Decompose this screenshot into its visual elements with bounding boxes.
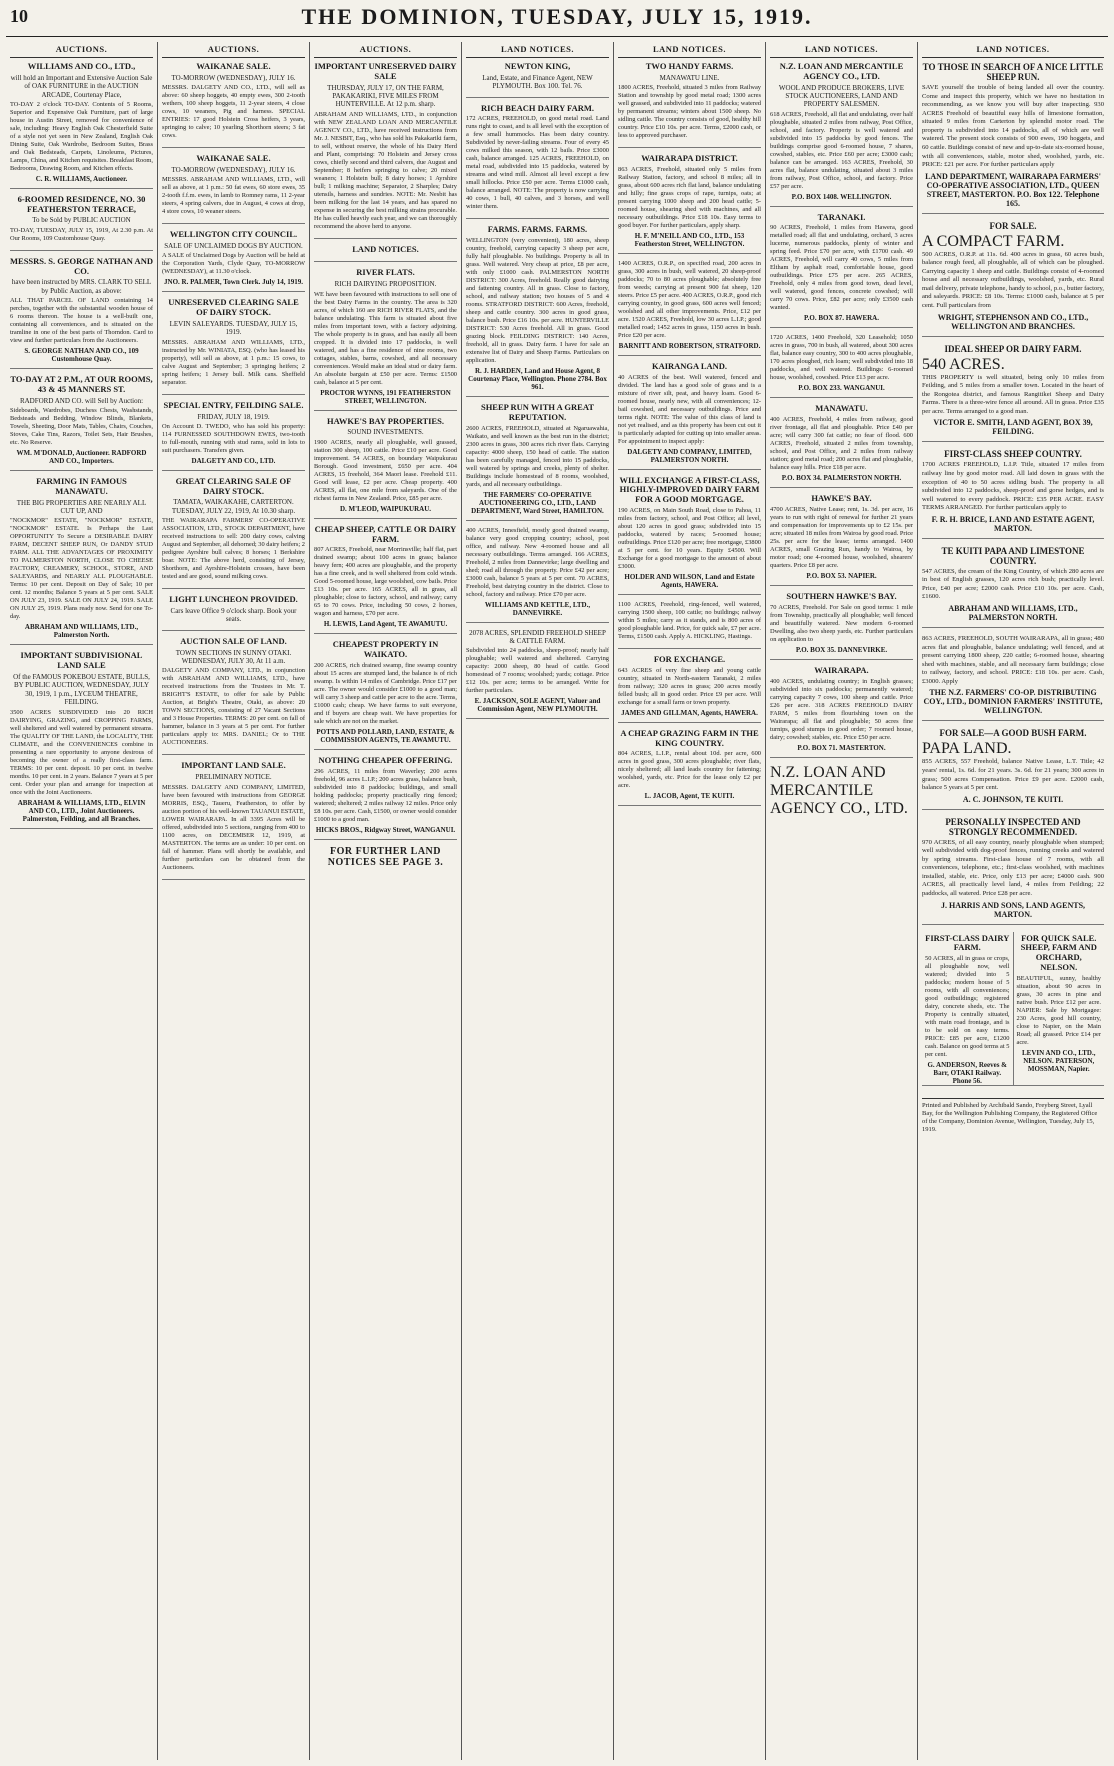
ad-body: ALL THAT PARCEL OF LAND containing 14 perches, together with the substantial wooden house of 6 rooms thereon. The house is a well-built one, containing all conveniences, and is situated on the tramline in one of the best parts of Thorndon. Card to view and further particulars from the Auctioneers. — [10, 297, 153, 345]
ad-heading: RICH BEACH DAIRY FARM. — [480, 102, 595, 113]
ad-heading: FIRST-CLASS DAIRY FARM. — [925, 932, 1010, 953]
ad-subheading: WOOL AND PRODUCE BROKERS, LIVE STOCK AUCTIONEERS, LAND AND PROPERTY SALESMEN. — [778, 83, 905, 109]
ad-signature: E. JACKSON, SOLE AGENT, Valuer and Commission Agent, NEW PLYMOUTH. — [474, 697, 601, 714]
split-ad-left — [922, 932, 1014, 1087]
advertisement — [314, 245, 457, 263]
advertisement — [314, 417, 457, 519]
ad-body: 2600 ACRES, FREEHOLD, situated at Ngaruawahia, Waikato, and well known as the best run in the district; 2300 acres in grass, 300 acres rich river flats. Carrying capacity: 4000 sheep, 150 head of cattle. The station has been carefully managed, fenced into 15 paddocks, well watered by springs and creeks, plenty of shelter. Buildings include homestead of 8 rooms, woolshed, yards, and all necessary outbuildings. — [466, 424, 609, 488]
advertisement — [10, 62, 153, 189]
ad-heading: NEWTON KING, — [504, 61, 571, 71]
ad-heading: NOTHING CHEAPER OFFERING. — [318, 754, 453, 765]
ad-body: THE WAIRARAPA FARMERS' CO-OPERATIVE ASSOCIATION, LTD., STOCK DEPARTMENT, have received instructions to sell: 200 dairy cows, calving August and September, all dehorned; 30 dairy heifers; 2 pedigree Ayrshire bull calves; 8 horses; 1 Berkshire boar. NOTE: The above herd, consisting of Jersey, Shorthorn, and Ayrshire-Holstein crosses, have been tested and are good, sound milking cows. — [162, 517, 305, 581]
advertisement — [466, 527, 609, 623]
ad-signature: F. R. H. BRICE, LAND AND ESTATE AGENT, MARTON. — [931, 514, 1095, 533]
advertisement — [162, 761, 305, 879]
ad-signature: R. J. HARDEN, Land and House Agent, 8 Courtenay Place, Wellington. Phone 2784. Box 961. — [468, 367, 607, 392]
ad-heading: HAWKE'S BAY. — [811, 493, 872, 504]
ad-subheading: A COMPACT FARM. — [922, 232, 1065, 250]
ad-signature: C. R. WILLIAMS, Auctioneer. — [35, 174, 128, 183]
advertisement — [162, 230, 305, 292]
advertisement — [162, 401, 305, 471]
advertisement — [770, 334, 913, 398]
ad-heading: IDEAL SHEEP OR DAIRY FARM. — [944, 343, 1082, 354]
ad-body: 863 ACRES, Freehold, situated only 5 miles from Railway Station, factory, and school 8 miles; all in grass, about 600 acres rich flat land, balance undulating and hilly; fine grass crops of rape, turnips, oats; at present carrying 1000 sheep and 200 head cattle; 5-roomed house, shearing shed with machines, and all necessary outbuildings. Price £18 10s. Easy terms to good buyer. For further particulars, apply sharp. — [618, 165, 761, 229]
ad-signature: D. M'LEOD, WAIPUKURAU. — [339, 504, 432, 513]
ad-subheading: RICH DAIRYING PROPOSITION. — [334, 280, 437, 289]
ad-signature: THE N.Z. FARMERS' CO-OP. DISTRIBUTING COY., LTD., DOMINION FARMERS' INSTITUTE, WELLINGTON. — [923, 688, 1103, 716]
column-header: AUCTIONS. — [10, 42, 153, 58]
advertisement — [922, 449, 1104, 538]
ad-subheading: Land, Estate, and Finance Agent, NEW PLYMOUTH. Box 100. Tel. 76. — [482, 73, 593, 91]
ad-subheading: PAPA LAND. — [922, 740, 1012, 758]
ad-body: 970 ACRES, of all easy country, nearly ploughable when stumped; well subdivided with dog-proof fences, running creeks and watered by spring streams. First-class house of 7 rooms, with all conveniences, telephone, etc.; first-class woolshed, with machines installed, stable, etc. Price, only £13 per acre; £4000 cash. 900 ACRES, all practically level land, 4 miles from Feilding; 22 paddocks, all watered. Price £28 per acre. — [922, 838, 1104, 897]
split-ad-right — [1014, 932, 1105, 1087]
ad-heading: WAIRARAPA. — [814, 664, 869, 675]
ad-heading: WAIRARAPA DISTRICT. — [641, 153, 738, 164]
ad-signature: DALGETY AND CO., LTD. — [191, 456, 276, 465]
column-header: LAND NOTICES. — [618, 42, 761, 58]
ad-body: 296 ACRES, 11 miles from Waverley; 200 acres freehold, 96 acres L.I.P.; 200 acres grass, balance bush, subdivided into 8 paddocks; buildings, and small holding paddocks; property practically ring fenced; watered; sheltered; 2 miles railway 12 miles. Price only £8 10s. per acre. Cash, £1500, or owner would consider £1000 to a good man. — [314, 767, 457, 823]
ad-heading: GREAT CLEARING SALE OF DAIRY STOCK. — [175, 475, 292, 496]
ad-signature: BARNITT AND ROBERTSON, STRATFORD. — [618, 341, 761, 350]
ad-heading: LAND NOTICES. — [352, 243, 419, 254]
advertisement — [618, 601, 761, 649]
ad-heading: SPECIAL ENTRY, FEILDING SALE. — [163, 399, 304, 410]
ad-body: 400 ACRES, Innesfield, mostly good drained swamp, balance very good cropping country; school, post office, and railway. New 4-roomed house and all necessary outbuildings. Terms arranged. 166 ACRES, Freehold, 2 miles from Dannevirke; large dwelling and shed; road all through the property. Price £42 per acre; £3000 cash, balance 5 years at 5 per cent. 70 ACRES, Freehold, best dairying country in the district. Close to school, factory and railway. Price £70 per acre. — [466, 526, 609, 598]
ad-signature: P.O. BOX 34. PALMERSTON NORTH. — [781, 474, 902, 483]
advertisement — [162, 637, 305, 756]
ad-signature: WRIGHT, STEPHENSON AND CO., LTD., WELLINGTON AND BRANCHES. — [937, 312, 1089, 331]
ad-heading: AUCTION SALE OF LAND. — [180, 635, 287, 646]
ad-signature: THE FARMERS' CO-OPERATIVE AUCTIONEERING CO., LTD., LAND DEPARTMENT, Ward Street, HAMILTON. — [471, 490, 604, 515]
advertisement — [10, 651, 153, 828]
ad-signature: VICTOR E. SMITH, LAND AGENT, BOX 39, FEILDING. — [933, 418, 1093, 437]
ad-body: THIS PROPERTY is well situated, being only 10 miles from Feilding, and 5 miles from a smaller town. Located in the heart of the Rongotea district, and famous Rangitikei Sheep and Dairy Farms. There is a three-wire fence all around. All in grass. Price £35 per acre. Terms arranged to a good man. — [922, 373, 1104, 415]
ad-heading: CHEAP SHEEP, CATTLE OR DAIRY FARM. — [314, 523, 457, 544]
advertisement — [770, 62, 913, 207]
ad-body: 3500 ACRES SUBDIVIDED into 20 RICH DAIRYING, GRAZING, and CROPPING FARMS, well sheltered and well watered by permanent streams. The QUALITY OF THE LAND, the LOCALITY, THE CLIMATE, and the CONVENIENCES combine in presenting a rare opportunity to anyone desirous of becoming the owner of a really first-class farm. TERMS: 10 per cent. deposit. 10 per cent. in twelve months. 10 per cent. in 2 years. Balance 7 years at 5 per cent. Order your plan and arrange for inspection at once with the Joint Auctioneers. — [10, 708, 153, 796]
ad-heading: WAIKANAE SALE. — [196, 61, 271, 71]
advertisement — [770, 494, 913, 586]
ad-heading: TE KUITI PAPA AND LIMESTONE COUNTRY. — [941, 545, 1085, 566]
ad-body: 400 ACRES, undulating country; in English grasses; subdivided into six paddocks; permanently watered; carrying capacity 7 cows, 100 sheep and cattle. Price £26 per acre. 318 ACRES FREEHOLD DAIRY FARM, 5 miles from flourishing town on the Wairarapa; all flat and ploughable; 50 acres fine turnips, good stumps in good order; 7 roomed house, dairy; cowshed; stables, etc. Price £50 per acre. — [770, 677, 913, 741]
ad-body: MESSRS. DALGETY AND CO., LTD., will sell as above: 60 sheep hoggets, 40 empty ewes, 300 2-tooth wethers, 100 sheep hoggets, 11 2-year steers, 4 close cows, 10 weaners, Pig and harness. SPECIAL ENTRIES: 17 good Holstein Cross heifers, 3 years, springing to calve; 10 yearling Shorthorn steers; 3 fat cows. — [162, 84, 305, 140]
ad-signature: ABRAHAM AND WILLIAMS, LTD., Palmerston North. — [24, 623, 139, 640]
ad-body: 1700 ACRES FREEHOLD, L.I.P. Title, situated 17 miles from railway line by good motor road. All laid down in grass with the exception of 40 to 50 acres sidling bush. The property is all subdivided into 12 paddocks, sheep-proof and gorse hedges, and is well watered to every paddock. PRICE: £35 PER ACRE. EASY TERMS ARRANGED. For further particulars apply to — [922, 461, 1104, 512]
ad-signature: H. LEWIS, Land Agent, TE AWAMUTU. — [323, 620, 448, 629]
ad-body: Subdivided into 24 paddocks, sheep-proof; nearly half ploughable; well watered and sheltered. Carrying capacity: 2000 sheep, 80 head of cattle. Good homestead of 7 rooms; woolshed; yards; cottage. Price £12 10s. per acre; terms to be arranged. Write for further particulars. — [466, 647, 609, 695]
column-2 — [158, 42, 310, 1760]
ad-signature: P.O. BOX 35. DANNEVIRKE. — [795, 645, 888, 654]
advertisement — [10, 195, 153, 251]
ad-heading: MESSRS. S. GEORGE NATHAN AND CO. — [10, 255, 153, 276]
ad-heading: N.Z. LOAN AND MERCANTILE AGENCY CO., LTD. — [779, 61, 904, 81]
column-header: AUCTIONS. — [162, 42, 305, 58]
ad-signature: POTTS AND POLLARD, LAND, ESTATE, & COMMISSION AGENTS, TE AWAMUTU. — [316, 727, 455, 744]
ad-body: WELLINGTON (very convenient), 180 acres, sheep country, freehold, carrying capacity 3 sheep per acre, fully half ploughable. No buildings. Property is all in grass. Well watered. Very cheap at price, £8 per acre, with only £1000 cash. PALMERSTON NORTH DISTRICT: 300 Acres, freehold. Really good dairying and fattening country. All in grass. Close to factory, school, and railway station; two houses of 5 and 4 rooms. STRATFORD DISTRICT: 600 Acres, freehold, sheep and cattle country. 300 acres in good grass, balance bush. Price £16 10s. per acre. HUNTERVILLE DISTRICT: 530 Acres freehold. All in grass. Good grazing block. FEILDING DISTRICT: 140 Acres, freehold, all in grass. Dairy farm. I have for sale an extensive list of Dairy and Sheep Farms. Particulars on application. — [466, 237, 609, 365]
advertisement — [618, 476, 761, 595]
ad-body: 1800 ACRES, Freehold, situated 3 miles from Railway Station and township by good metal road; 1300 acres well grassed, and subdivided into 11 paddocks; watered by permanent streams; winters about 1500 sheep. No sidling cattle. The country consists of good, healthy hill country. Price £10 10s. per acre. Terms, £2000 cash, or less to approved purchaser. — [618, 84, 761, 140]
ad-body: 172 ACRES, FREEHOLD, on good metal road. Land runs right to coast, and is all level with the exception of a few small hummocks. Has been dairy country. Subdivided by never-failing streams. Four of every 45 cows milked this season, with 12 bails. Price £3000 cash, balance arranged. 125 ACRES, FREEHOLD, on metal road, subdivided into 15 paddocks, watered by streams and wind mill. Almost all level except a few small hillocks. Price £50 per acre. Terms £1000 cash, balance arranged. NOTE: The property is now carrying 40 cows, 1 bull, 40 calves, and 3 horses, and well winter them. — [466, 115, 609, 211]
advertisement — [922, 635, 1104, 721]
advertisement — [618, 260, 761, 356]
ad-body: 500 ACRES, O.R.P. at 11s. 6d. 400 acres in grass, 60 acres bush, balance rough feed, all ploughable, all of which can be ploughed. Carrying capacity 1 sheep and cattle. Buildings consist of 4-roomed house and all necessary outbuildings, woolshed, yards, etc. Rural mail delivery, private telephone, handy to school, p.o., butter factory, and saleyards. PRICE: £8 10s. Terms: £1000 cash, balance at 5 per cent. Full particulars from — [922, 250, 1104, 309]
ad-subheading: Cars leave Office 9 o'clock sharp. Book your seats. — [170, 607, 297, 624]
advertisement — [922, 344, 1104, 443]
advertisement — [922, 221, 1104, 337]
ad-subheading: TOWN SECTIONS IN SUNNY OTAKI. WEDNESDAY, JULY 30, At 11 a.m. — [175, 648, 292, 665]
ad-heading: MANAWATU. — [815, 403, 868, 414]
ad-signature: G. ANDERSON, Reeves & Barr, OTAKI Railway. Phone 56. — [927, 1061, 1008, 1086]
ad-heading: RIVER FLATS. — [356, 267, 415, 278]
advertisement — [10, 375, 153, 471]
columns — [6, 42, 1108, 1760]
ad-subheading: THE BIG PROPERTIES ARE NEARLY ALL CUT UP, AND — [16, 498, 147, 516]
ad-subheading: will hold an Important and Extensive Auction Sale of OAK FURNITURE in the AUCTION ARCADE, Courtenay Place, — [10, 73, 153, 99]
ad-signature: S. GEORGE NATHAN AND CO., 109 Customhouse Quay. — [24, 347, 139, 364]
ad-heading: FOR SALE. — [989, 220, 1037, 231]
ad-heading: WILLIAMS AND CO., LTD., — [27, 61, 136, 71]
ad-subheading: TO-MORROW (WEDNESDAY), JULY 16. — [171, 73, 296, 82]
ad-heading: KAIRANGA LAND. — [651, 360, 728, 371]
advertisement — [770, 592, 913, 660]
ad-heading: PERSONALLY INSPECTED AND STRONGLY RECOMMENDED. — [945, 816, 1081, 837]
ad-body: MESSRS. ABRAHAM AND WILLIAMS, LTD., instructed by Mr. WINIATA, ESQ. (who has leased his property), will sell as above, at 1 p.m.: 15 cows, to calve August and September; 3 springing heifers; 2 spring heifers; 1 Jersey bull. Milk cans. Sheffield separator. — [162, 338, 305, 386]
ad-subheading: RADFORD AND CO. will Sell by Auction: — [19, 396, 144, 405]
ad-body: TO-DAY 2 o'clock TO-DAY. Contents of 5 Rooms, Superior and Expensive Oak Furniture, part of large house in Austin Street, removed for convenience of sale, including: Heavy English Oak Chesterfield Suite of a style not yet seen in New Zealand, English Oak Dining Suite, Oak Wardrobe, Bedroom Suites, Brass and Oak Bedsteads, Carpets, Linoleums, Pictures, Lamps, China, and Kitchen requisites. Breakfast Room, Bedrooms, Drawing Room, and Kitchen effects. — [10, 100, 153, 172]
page-number: 10 — [10, 6, 28, 26]
advertisement — [618, 729, 761, 807]
advertisement — [466, 629, 609, 720]
ad-heading: FOR EXCHANGE. — [653, 653, 726, 664]
ad-heading: TWO HANDY FARMS. — [645, 61, 734, 71]
ad-body: 547 ACRES, the cream of the King Country, of which 280 acres are in best of English grasses, 120 acres rich bush; practically level. Price, £40 per acre; £2000 cash. Price £10 10s. per acre. Cash, £1600. — [922, 567, 1104, 601]
ad-signature: JNO. R. PALMER, Town Clerk. July 14, 1919. — [164, 278, 303, 287]
ad-body: ABRAHAM AND WILLIAMS, LTD., in conjunction with NEW ZEALAND LOAN AND MERCANTILE AGENCY CO., LTD., have received instructions from Mr. J. NESBIT, Esq., who has sold his Pakakariki farm, to sell, without reserve, the whole of his Dairy Herd and Plant, comprising: 70 Holstein and Jersey cross cows, chiefly second and third calvers, due August and September; 8 heifers springing to calve; 20 mixed weaners; 1 Holstein bull; 8 dairy horses; 1 Ayrshire bull; 1 milking machine; Separator, 2 Sharples; Dairy utensils, harness and sundries. NOTE: Mr. Nesbit has been milking for the last 14 years, and has spared no expense in securing the best milking strains procurable. He has culled heavily each year, and we can thoroughly recommend the above herd to anyone. — [314, 110, 457, 230]
advertisement — [922, 546, 1104, 628]
advertisement — [618, 362, 761, 470]
ad-signature: LEVIN AND CO., LTD., NELSON. PATERSON, MOSSMAN, Napier. — [1022, 1048, 1096, 1073]
ad-heading: IMPORTANT LAND SALE. — [181, 760, 286, 771]
ad-heading: FOR SALE—A GOOD BUSH FARM. — [939, 728, 1087, 739]
ad-body: A SALE of Unclaimed Dogs by Auction will be held at the Corporation Yards, Clyde Quay, TO-MORROW (WEDNESDAY), at 11.30 o'clock. — [162, 252, 305, 276]
ad-body: MESSRS. ABRAHAM AND WILLIAMS, LTD., will sell as above, at 1 p.m.: 50 fat ewes, 60 store ewes, 35 2-tooth f.f.m. ewes, in lamb to Romney rams, 11 2-year steers, 4 spring calvers, due in August, 4 cows at drop, 4 store cows, 10 weaner steers. — [162, 176, 305, 216]
ad-heading: FARMING IN FAMOUS MANAWATU. — [36, 476, 127, 496]
ad-subheading: SALE OF UNCLAIMED DOGS BY AUCTION. — [164, 242, 303, 251]
advertisement — [466, 225, 609, 397]
ad-signature: H. F. M'NEILL AND CO., LTD., 153 Featherston Street, WELLINGTON. — [634, 231, 745, 248]
column-5 — [614, 42, 766, 1760]
ad-subheading: 2078 ACRES, SPLENDID FREEHOLD SHEEP & CATTLE FARM. — [469, 628, 606, 645]
ad-body: TO-DAY, TUESDAY, JULY 15, 1919, At 2.30 p.m. At Our Rooms, 109 Customhouse Quay. — [10, 226, 153, 242]
advertisement — [922, 817, 1104, 925]
advertisement — [618, 62, 761, 148]
ad-signature: J. HARRIS AND SONS, LAND AGENTS, MARTON. — [940, 900, 1086, 919]
advertisement — [618, 655, 761, 723]
advertisement — [466, 403, 609, 521]
ad-heading: IMPORTANT SUBDIVISIONAL LAND SALE — [20, 650, 143, 671]
ad-body: 200 ACRES, rich drained swamp, fine swamp country about 15 acres are stumped land, the balance is of rich swamp. Is within 14 miles of Cambridge. Price £17 per acre. The owner would consider £1000 to a good man; will carry 3 sheep and cattle per acre to the acre. Terms, £1000 cash; cheap. We have farms to suit everyone, and if buyers are cheap wait. We have properties for sale which are not on the market. — [314, 661, 457, 725]
ad-heading: CHEAPEST PROPERTY IN WAIKATO. — [332, 639, 439, 660]
ad-heading: SOUTHERN HAWKE'S BAY. — [786, 591, 897, 601]
split-advertisements — [922, 932, 1104, 1093]
ad-body: 863 ACRES, FREEHOLD, SOUTH WAIRARAPA, all in grass; 480 acres flat and ploughable, balance undulating; well fenced, and at present carrying 1800 sheep, 220 cattle; 6-roomed house, shearing shed with machines, stable, and all necessary farm buildings; close to railway, factory, and school. PRICE: £18 10s. per acre. Cash, £3000. Apply — [922, 635, 1104, 685]
ad-body: 90 ACRES, Freehold, 1 miles from Hawera, good metalled road; all flat and undulating, orchard, 3 acres lucerne, numerous paddocks, plenty of winter and spring feed. Price £70 per acre, with £1700 cash. 49 ACRES, Freehold, will carry 40 cows, 5 miles from Eltham by asphalt road, comfortable house, good outbuildings. Price £75 per acre. 265 ACRES, Freehold, only 4 miles from good town, dead level, well watered, good fences, concrete cowshed; will carry 70 cows. Price, £82 per acre; only £3500 cash wanted. — [770, 224, 913, 312]
ad-body: 1720 ACRES, 1400 Freehold, 320 Leasehold; 1050 acres in grass, 700 in bush, all watered, about 300 acres flat, balance easy country, 300 to 400 acres ploughable, 170 acres ploughed, rich loam; well subdivided into 18 paddocks, and well watered. Buildings: 6-roomed house, woolshed, cowshed. Price £13 per acre. — [770, 334, 913, 382]
ad-signature: PROCTOR WYNNS, 191 FEATHERSTON STREET, WELLINGTON. — [320, 388, 451, 405]
advertisement — [314, 62, 457, 239]
ad-heading: UNRESERVED CLEARING SALE OF DAIRY STOCK. — [168, 297, 299, 318]
ad-body: WE have been favoured with instructions to sell one of the best Dairy Farms in the country. The area is 320 acres, of which 160 are RICH RIVER FLATS, and the balance undulating. This farm is situated about five miles from important town, with a factory adjoining. The whole property is in grass, and has easily all been cropped. It is divided into 17 paddocks, is well watered, and has a fine residence of nine rooms, two cottages, stables, barns, cowshed, and all necessary conveniences. Would make an ideal stud or dairy farm. An absolute bargain at £50 per acre. Terms: £1500 cash, balance at 5 per cent. — [314, 290, 457, 386]
column-header: LAND NOTICES. — [466, 42, 609, 58]
ad-subheading: TAMATA, WAIKAKAHE, CARTERTON. TUESDAY, JULY 22, 1919, At 10.30 sharp. — [171, 498, 296, 515]
column-header: AUCTIONS. — [314, 42, 457, 58]
column-1 — [6, 42, 158, 1760]
ad-signature: P.O. BOX 71. MASTERTON. — [797, 743, 886, 752]
ad-signature: P.O. BOX 1408. WELLINGTON. — [791, 192, 892, 201]
ad-body: 807 ACRES, Freehold, near Morrinsville; half flat, part drained swamp; about 100 acres in grass; balance heavy fern; 400 acres are ploughable, and the property has a fine creek, and is well sheltered from cold winds. Good 5-roomed house, large woolshed, cow bails. Price £13 10s. per acre. 165 ACRES, all in grass, all ploughable; close to factory, school, and railway; carry 65 to 70 cows. Price, including 50 cows, 2 horses, wagon and harness, £70 per acre. — [314, 546, 457, 618]
advertisement — [314, 756, 457, 840]
ad-signature: ABRAHAM AND WILLIAMS, LTD., PALMERSTON NORTH. — [948, 604, 1078, 622]
ad-heading: TO-DAY AT 2 P.M., AT OUR ROOMS, 43 & 45 MANNERS ST. — [10, 374, 153, 394]
ad-signature: P.O. BOX 87. HAWERA. — [803, 314, 879, 323]
advertisement — [162, 154, 305, 224]
ad-signature: LAND DEPARTMENT, WAIRARAPA FARMERS' CO-OPERATIVE ASSOCIATION, LTD., QUEEN STREET, MASTERTON. P.O. Box 122. Telephone 165. — [925, 171, 1101, 208]
advertisement — [162, 595, 305, 631]
advertisement — [314, 640, 457, 750]
advertisement — [770, 213, 913, 329]
printer-imprint: Printed and Published by Archibald Sando, Freyberg Street, Lyall Bay, for the Wellington Publishing Company, the Registered Office of the Company, Dominion Avenue, Wellington, Tuesday, July 15, 1919. — [922, 1098, 1104, 1135]
advertisement — [466, 62, 609, 98]
advertisement — [162, 298, 305, 394]
footer-note: FOR FURTHER LAND NOTICES SEE PAGE 3. — [327, 845, 444, 868]
ad-subheading: PRELIMINARY NOTICE. — [195, 773, 272, 782]
ad-heading: IMPORTANT UNRESERVED DAIRY SALE — [314, 61, 457, 81]
ad-heading: WILL EXCHANGE A FIRST-CLASS, HIGHLY-IMPROVED DAIRY FARM FOR A GOOD MORTGAGE. — [619, 474, 760, 505]
ad-heading: LIGHT LUNCHEON PROVIDED. — [169, 594, 298, 605]
ad-signature: ABRAHAM & WILLIAMS, LTD., ELVIN AND CO., LTD., Joint Auctioneers. Palmerston, Feilding, and all Branches. — [17, 798, 146, 823]
ad-heading: TO THOSE IN SEARCH OF A NICE LITTLE SHEEP RUN. — [922, 62, 1104, 82]
ad-subheading: LEVIN SALEYARDS. TUESDAY, JULY 15, 1919. — [169, 320, 298, 337]
ad-body: 618 ACRES, Freehold, all flat and undulating, over half ploughable, situated 2 miles from railway, Post Office, school, and factory. Property is well watered and subdivided into 15 paddocks by good fences. The buildings comprise good 6-roomed house, 7 shares, cowshed, stables, etc. Price £60 per acre; £3000 cash; balance can be arranged. 163 ACRES, Freehold, 30 acres flat, balance undulating, situated about 3 miles from railway, Post Office, school, and factory. Price £57 per acre. — [770, 110, 913, 190]
ad-heading: FOR QUICK SALE. SHEEP, FARM AND ORCHARD, NELSON. — [1020, 932, 1097, 972]
ad-body: DALGETY AND COMPANY, LTD., in conjunction with ABRAHAM AND WILLIAMS, LTD., have received instructions from the Trustees in Mr. T. BRIGHT'S ESTATE, to offer for sale by Public Auction, at Bright's Theatre, Otaki, as above: 20 TOWN SECTIONS, consisting of 27 Vacant Sections and 3 House Properties. TERMS: 20 per cent. on fall of hammer, balance in 3 years at 5 per cent. For further particulars apply to: MRS. DANIEL; Or to THE AUCTIONEERS. — [162, 667, 305, 747]
ad-heading: WAIKANAE SALE. — [196, 153, 271, 164]
ad-body: 1900 ACRES, nearly all ploughable, well grassed, station 300 sheep, 100 cattle. Price £10 per acre. Good improvement. 54 ACRES, on boundary Waipukurau Borough. Good investment, £650 per acre. 404 ACRES, 15 freehold, 364 Maori lease. Freehold £11. Good will lease, £2 per acre. Cheap property. 400 ACRES, all flat, one mile from saleyards. One of the richest farms in New Zealand. Price, £85 per acre. — [314, 438, 457, 502]
ad-signature: HOLDER AND WILSON, Land and Estate Agents, HAWERA. — [624, 572, 755, 589]
ad-heading: 6-ROOMED RESIDENCE, NO. 30 FEATHERSTON TERRACE, — [17, 193, 146, 214]
ad-heading: FARMS. FARMS. FARMS. — [487, 224, 588, 235]
column-4 — [462, 42, 614, 1760]
ad-body: BEAUTIFUL, sunny, healthy situation, about 90 acres in grass, 30 acres in pine and native bush. Price £12 per acre. NAPIER: Sale by Mortgagee: 230 Acres, good hill country, close to Napier, on the Main Road; all grassed. Price £14 per acre. — [1016, 974, 1101, 1046]
advertisement — [10, 477, 153, 645]
ad-subheading: SOUND INVESTMENTS. — [347, 428, 424, 437]
advertisement — [922, 728, 1104, 809]
column-7 — [918, 42, 1108, 1760]
advertisement — [922, 62, 1104, 214]
ad-body: Sideboards, Wardrobes, Duchess Chests, Washstands, Bedsteads and Bedding, Window Blinds, Blankets, Towels, Sheeting, Door Mats, Tables, Chairs, Couches, Stoves, Cake Tins, Razors, Toilet Sets, Hair Brushes, etc. No Reserve. — [10, 407, 153, 447]
ad-heading: TARANAKI. — [817, 211, 866, 222]
ad-heading: FIRST-CLASS SHEEP COUNTRY. — [944, 449, 1082, 460]
ad-body: 804 ACRES, L.I.P., rental about 10d. per acre, 600 acres in good grass, 300 acres ploughable; river flats, nicely sheltered; all land leads country for fattening; woolshed, yards, etc. Price for the lease only £2 per acre. — [618, 750, 761, 790]
ad-subheading: FRIDAY, JULY 18, 1919. — [197, 412, 270, 421]
ad-signature: L. JACOB, Agent, TE KUITI. — [644, 792, 735, 801]
advertisement — [466, 104, 609, 220]
ad-signature: P.O. BOX 53. NAPIER. — [806, 572, 877, 580]
ad-body: 1100 ACRES, Freehold, ring-fenced, well watered, carrying 1500 sheep, 100 cattle; no buildings; railway within 5 miles; carry as it stands, and is 800 acres of good ploughable land. Price, for quick sale, £7 per acre. Terms, £1500 cash. Apply A. HICKLING, Hastings. — [618, 600, 761, 640]
advertisement — [770, 404, 913, 488]
ad-body: 190 ACRES, on Main South Road, close to Pahoa, 11 miles from factory, school, and Post Office; all level, about 120 acres in good grass; subdivided into 15 paddocks, watered by races; 5-roomed house; outbuildings. Price £120 per acre; free mortgage, £3800 at 5 per cent. for 10 years. Equity £4500. Will Exchange for a good mortgage to the amount of about £3000. — [618, 506, 761, 570]
advertisement — [618, 154, 761, 254]
ad-heading: HAWKE'S BAY PROPERTIES. — [327, 415, 444, 426]
ad-subheading: To be Sold by PUBLIC AUCTION — [32, 216, 131, 225]
ad-body: SAVE yourself the trouble of being landed all over the country. Come and inspect this property, which we have no hesitation in recommending, as we know you will buy after inspecting. 930 ACRES Freehold of beautiful easy hills of limestone formation, situated 9 miles from Carterton by splendid motor road. The property is subdivided into 14 paddocks, all of which are well watered. The present stock consists of 900 ewes, 190 hoggets, and 60 cattle. Buildings consist of new and up-to-date six-roomed house, with all conveniences, stable, motor shed, woolshed, yards, etc. PRICE: £21 per acre. For further particulars apply — [922, 84, 1104, 169]
column-header: LAND NOTICES. — [770, 42, 913, 58]
ad-body: 50 ACRES, all in grass or crops, all ploughable now, well watered; divided into 5 paddocks; modern house of 5 rooms, with all conveniences; good outbuildings; registered dairy, concrete sheds, etc. The Property is centrally situated, with main road frontage, and is to be sold on easy terms. PRICE: £85 per acre, £1200 cash. Balance on good terms at 5 per cent. — [925, 955, 1010, 1059]
advertisement — [10, 257, 153, 369]
advertisement — [314, 525, 457, 635]
advertisement — [162, 477, 305, 589]
newspaper-title: THE DOMINION, TUESDAY, JULY 15, 1919. — [301, 4, 813, 29]
ad-heading: A CHEAP GRAZING FARM IN THE KING COUNTRY. — [620, 727, 759, 748]
ad-signature: WILLIAMS AND KETTLE, LTD., DANNEVIRKE. — [484, 600, 591, 617]
ad-body: "NOCKMOR" ESTATE, "NOCKMOR" ESTATE, "NOCKMOR" ESTATE. Is Perhaps the Last OPPORTUNITY To Secure a DESIRABLE DAIRY FARM, DECENT SHEEP RUN, Or DANDY STUD FARM. ALL THE ADVANTAGES OF PROXIMITY TO PALMERSTON NORTH, CLOSE TO CHEESE FACTORY, CREAMERY, SCHOOL, STORE, AND SALEYARDS, and NEARLY ALL PLOUGHABLE. Terms: 10 per cent. Deposit on Day of Sale; 10 per cent. 12 months; Balance 5 years at 5 per cent. SALE ON JULY 23, 1919. SALE ON JULY 24, 1919. SALE ON JULY 25, 1919. Plans ready now. Send for one To-day. — [10, 517, 153, 621]
column-6 — [766, 42, 918, 1760]
ad-body: 1400 ACRES, O.R.P., on specified road, 200 acres in grass, 300 acres in bush, well watered, 20 sheep-proof paddocks; 70 to 80 acres ploughable; absolutely free from weeds; carrying at present 900 fat sheep, 120 steers. Price £5 per acre. 400 ACRES, O.R.P., good rich carrying country, in good grass, 600 acres well fenced; woolshed and all other improvements. Price, £12 per acre. 1520 ACRES, Freehold, low 30 acres L.I.P.; good metalled road; 1452 acres in grass, 1150 acres in bush. Price £20 per acre. — [618, 259, 761, 339]
ad-subheading: Of the FAMOUS POKEBOU ESTATE, BULLS, BY PUBLIC AUCTION, WEDNESDAY, JULY 30, 1919, 1 p.m., LYCEUM THEATRE, FEILDING. — [13, 672, 150, 707]
advertisement — [314, 268, 457, 410]
masthead-rule — [6, 36, 1108, 37]
ad-body: 643 ACRES of very fine sheep and young cattle country, situated in North-eastern Taranaki, 2 miles from railway; 320 acres in grass; 200 acres mostly felled bush; all in good order. Price £9 per acre. Will exchange for a small farm or town property. — [618, 666, 761, 706]
ad-heading: SHEEP RUN WITH A GREAT REPUTATION. — [480, 402, 595, 422]
ad-subheading: TO-MORROW (WEDNESDAY), JULY 16. — [171, 165, 296, 174]
column-header: LAND NOTICES. — [922, 42, 1104, 58]
ad-subheading: have been instructed by MRS. CLARK TO SELL by Public Auction, as above: — [11, 278, 152, 295]
ad-heading: WELLINGTON CITY COUNCIL. — [169, 229, 298, 240]
ad-signature: P.O. BOX 233. WANGANUI. — [798, 384, 885, 393]
column-3 — [310, 42, 462, 1760]
ad-signature: A. C. JOHNSON, TE KUITI. — [962, 794, 1064, 804]
advertisement — [162, 62, 305, 148]
ad-subheading: THURSDAY, JULY 17, ON THE FARM, PAKAKARIKI, FIVE MILES FROM HUNTERVILLE. At 12 p.m. sharp. — [327, 83, 444, 109]
ad-body: 70 ACRES, Freehold. For Sale on good terms: 1 mile from Township, practically all ploughable; well fenced and beautifully watered. New modern 6-roomed Dwelling, also two sheep yards, etc. Further particulars on application to — [770, 603, 913, 643]
ad-subheading: 540 ACRES. — [922, 355, 1005, 373]
ad-signature: DALGETY AND COMPANY, LIMITED, PALMERSTON NORTH. — [627, 447, 752, 464]
ad-signature: WM. M'DONALD, Auctioneer. RADFORD AND CO., Importers. — [16, 449, 147, 466]
ad-body: On Account D. TWEDO, who has sold his property: 114 FURNESSED SOUTHDOWN EWES, two-tooth to full-mouth, running with stud rams, sold in lots to suit purchasers. Transfers given. — [162, 422, 305, 454]
ad-body: 4700 ACRES, Native Lease; rent, 1s. 3d. per acre, 16 years to run with right of renewal for further 21 years and compensation for improvements up to £2 15s. per acre; situated 18 miles from Wairoa by good road. Price 25s. per acre for the lease; terms arranged. 1400 ACRES, small Grazing Run, handy to Wairoa, by motor road; one 4-roomed house, woolshed, shearers' quarters. Price £8 per acre. — [770, 506, 913, 569]
ad-signature: HICKS BROS., Ridgway Street, WANGANUI. — [315, 825, 456, 834]
ad-subheading: MANAWATU LINE. — [659, 73, 720, 82]
ad-body: 400 ACRES, Freehold, 4 miles from railway, good river frontage, all flat and ploughable. Price £40 per acre; will carry 300 fat cattle; no fear of flood. 600 ACRES, Freehold, situated 2 miles from township, school, and Post Office, and 2 miles from railway station; good metal road; 200 acres flat and ploughable, balance easy hills. Price £18 per acre. — [770, 416, 913, 472]
ad-body: 40 ACRES of the best. Well watered, fenced and divided. The land has a good sole of grass and is a mixture of river silt, peat, and heavy loam. Good 6-roomed house, nearly new, with all conveniences; 12-bail cowshed, and necessary outbuildings. Price and terms right. NOTE: The value of this class of land is not yet realised, and as this property has been cut out it is particularly adapted for cutting up into smaller areas. For appointment to inspect apply: — [618, 373, 761, 445]
advertisement — [770, 666, 913, 758]
masthead — [0, 0, 1114, 34]
ad-body: 855 ACRES, 557 Freehold, balance Native Lease, L.T. Title; 42 years' rental, 1s. 6d. for 21 years. 3s. 6d. for 21 years; 300 acres in grass; 500 acres Compensation. Price £9 per acre. £2000 cash, balance 5 years at 5 per cent. — [922, 758, 1104, 792]
ad-signature: JAMES AND GILLMAN, Agents, HAWERA. — [621, 708, 758, 717]
column-footer-signature: N.Z. LOAN AND MERCANTILE AGENCY CO., LTD. — [770, 763, 908, 817]
ad-body: MESSRS. DALGETY AND COMPANY, LIMITED, have been favoured with instructions from GEORGE MORRIS, ESQ., Taueru, Featherston, to offer by auction portion of his well-known TAUANUI ESTATE, LOWER WAIRARAPA. In all 3395 Acres will be offered, subdivided into 5 sections, ranging from 400 to 1100 acres, on DECEMBER 12, 1919, at MASTERTON. The terms are as under: 10 per cent. on fall of hammer. Plans will shortly be available, and further particulars can be obtained from the Auctioneers. — [162, 783, 305, 871]
